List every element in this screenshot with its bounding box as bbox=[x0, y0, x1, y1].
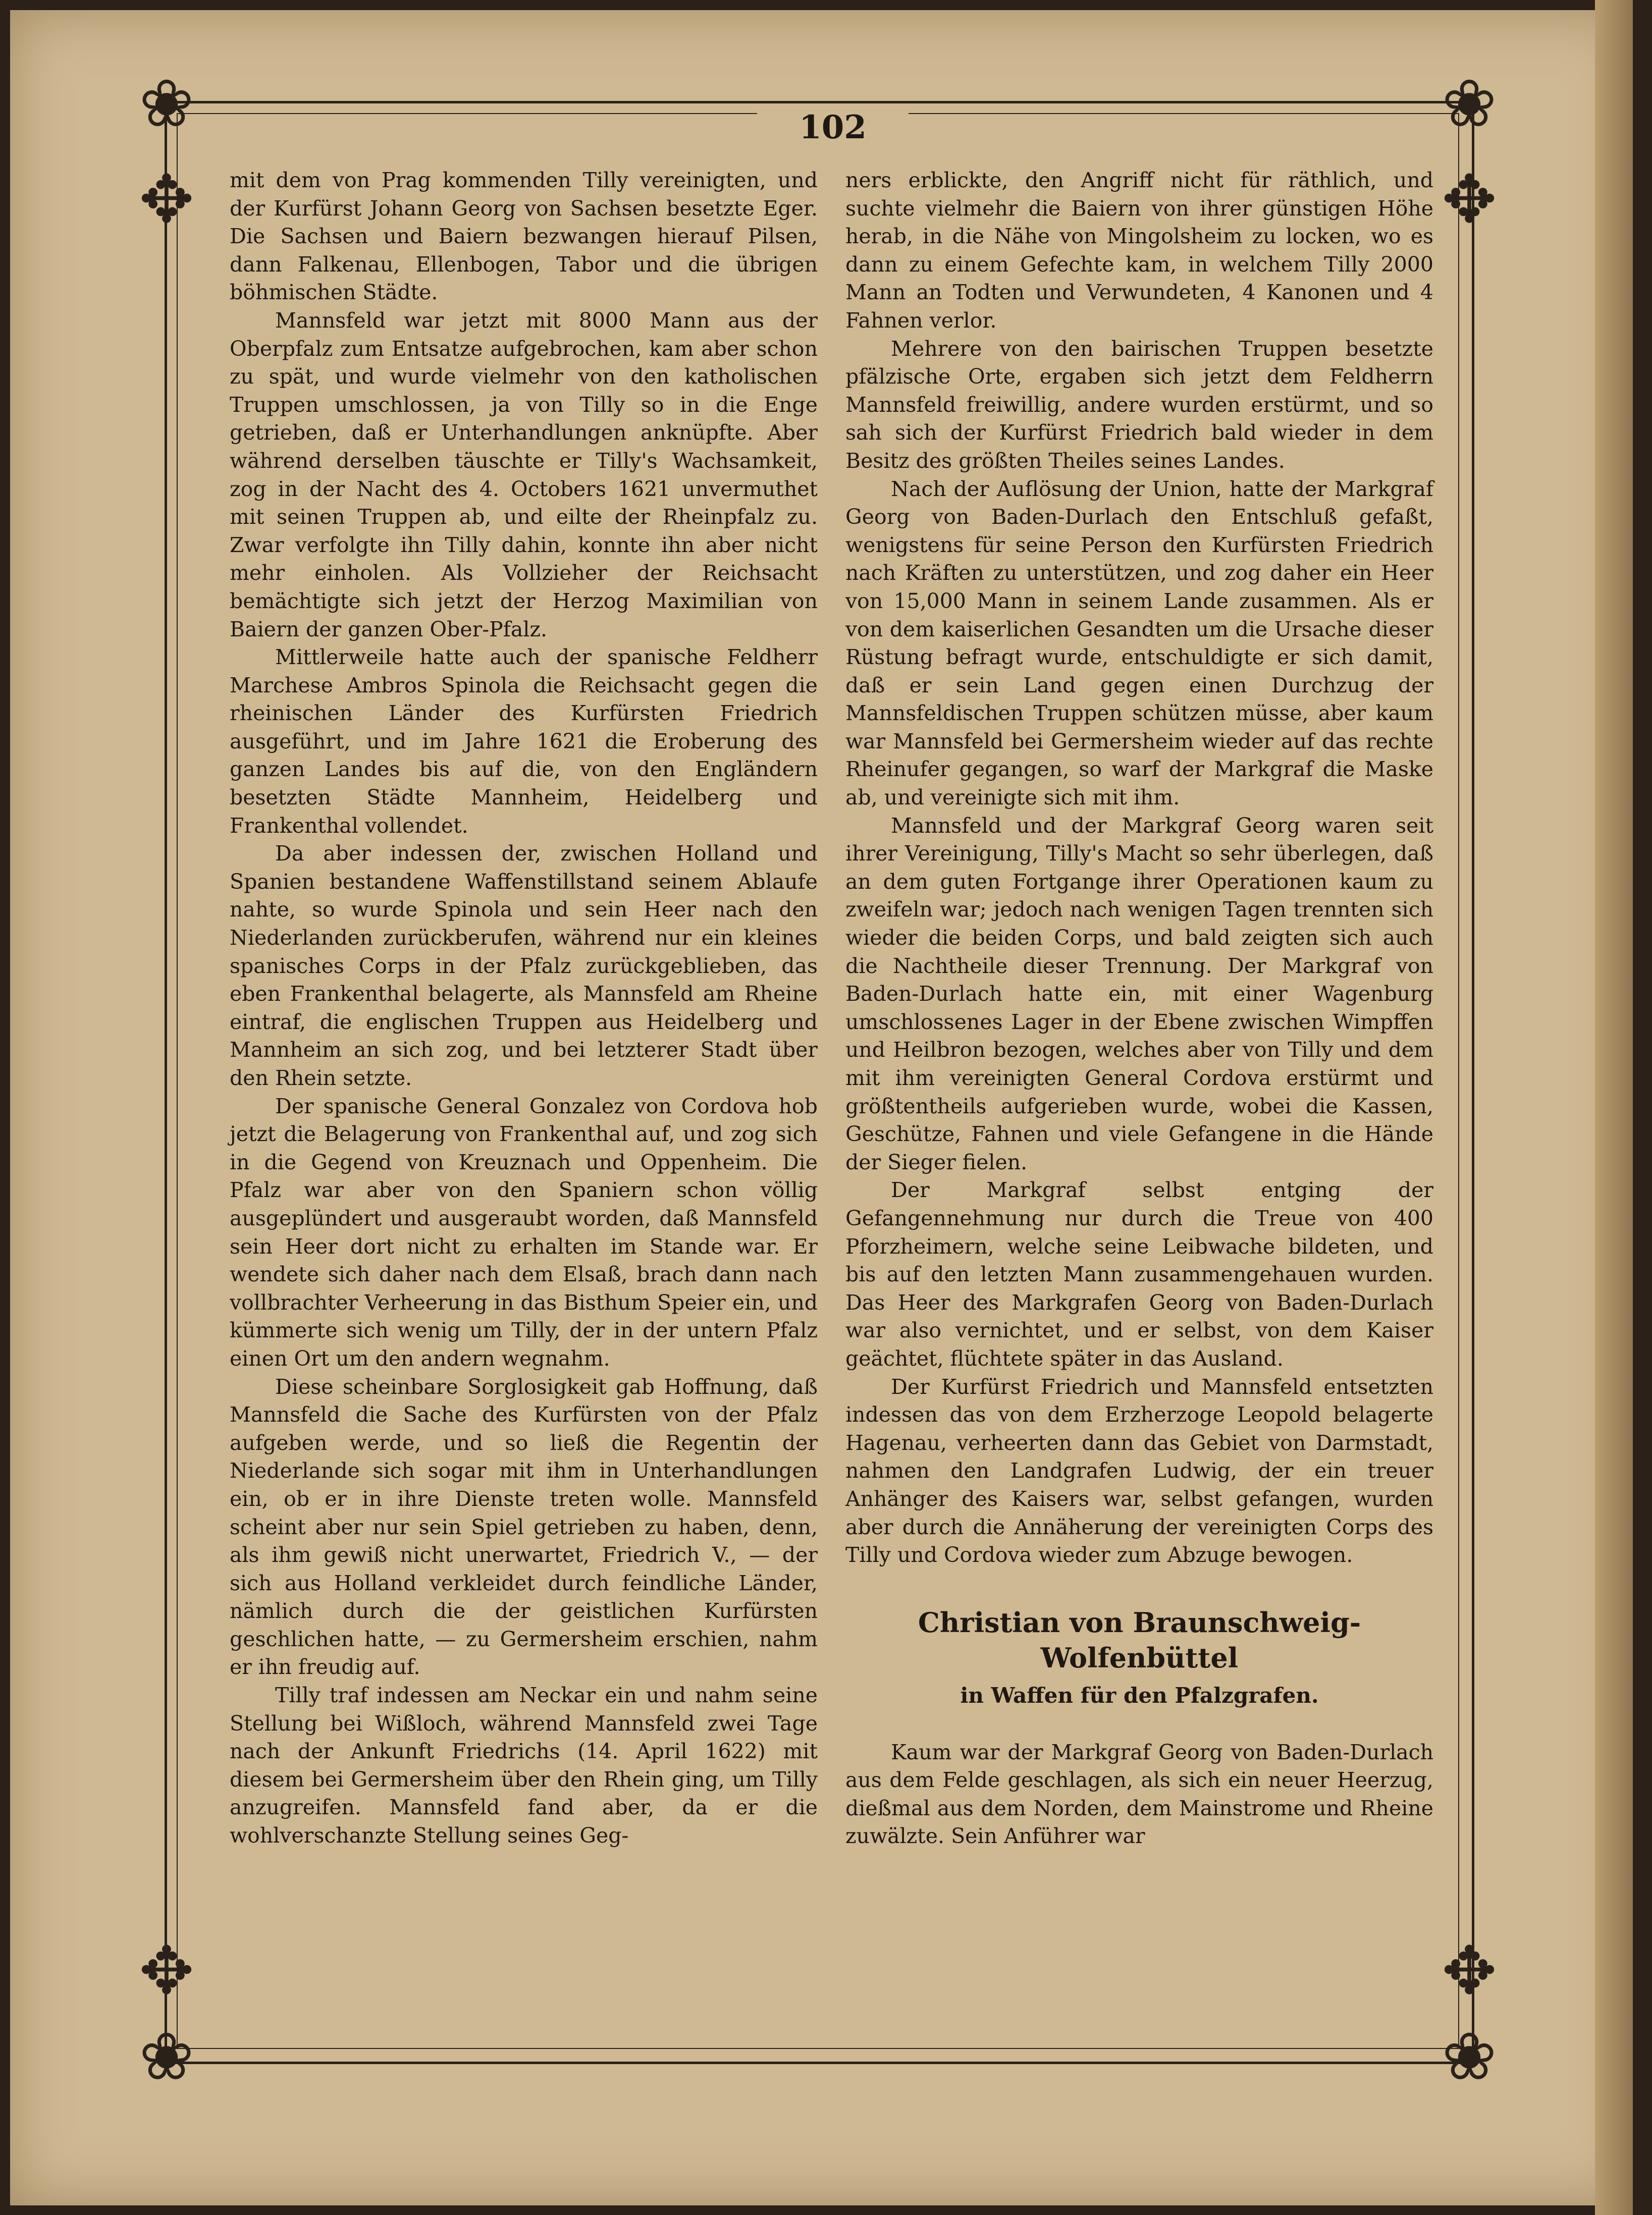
left-paragraph-7: Tilly traf indessen am Neckar ein und nahm seine Stellung bei Wißloch, während Mannsfeld zwei Tage nach der Ankunft Friedrichs (14. April 1622) mit diesem bei Germersheim über den Rhein ging, um Tilly anzugreifen. Mannsfeld fand aber, da er die wohlverschanzte Stellung seines Geg- bbox=[230, 1683, 818, 1848]
right-paragraph-3: Nach der Auflösung der Union, hatte der Markgraf Georg von Baden-Durlach den Entschluß gefaßt, wenigstens für seine Person den Kurfürsten Friedrich nach Kräften zu unterstützen, und zog daher ein Heer von 15,000 Mann in seinem Lande zusammen. Als er von dem kaiserlichen Gesandten um die Ursache dieser Rüstung befragt wurde, entschuldigte er sich damit, daß er sein Land gegen einen Durchzug der Mannsfeldischen Truppen schützen müsse, aber kaum war Mannsfeld bei Germersheim wieder auf das rechte Rheinufer gegangen, so warf der Markgraf die Maske ab, und vereinigte sich mit ihm. bbox=[845, 476, 1433, 810]
corner-ornament-top-left-icon: ❀ bbox=[139, 65, 194, 142]
side-ornament-bottom-left-icon: ✥ bbox=[139, 1932, 194, 2009]
book-spine bbox=[1595, 0, 1633, 2215]
right-paragraph-6: Der Kurfürst Friedrich und Mannsfeld entsetzten indessen das von dem Erzherzoge Leopold belagerte Hagenau, verheerten dann das Gebiet von Darmstadt, nahmen den Landgrafen Ludwig, der ein treuer Anhänger des Kaisers war, selbst gefangen, wurden aber durch die Annäherung der vereinigten Corps des Tilly und Cordova wieder zum Abzuge bewogen. bbox=[845, 1374, 1433, 1568]
side-ornament-bottom-right-icon: ✥ bbox=[1442, 1932, 1497, 2009]
left-paragraph-5: Der spanische General Gonzalez von Cordova hob jetzt die Belagerung von Frankenthal auf, und zog sich in die Gegend von Kreuznach und Oppenheim. Die Pfalz war aber von den Spaniern schon völlig ausgeplündert und ausgeraubt worden, daß Mannsfeld sein Heer dort nicht zu erhalten im Stande war. Er wendete sich daher nach dem Elsaß, brach dann nach vollbrachter Verheerung in das Bisthum Speier ein, und kümmerte sich wenig um Tilly, der in der untern Pfalz einen Ort um den andern wegnahm. bbox=[230, 1094, 818, 1371]
corner-ornament-top-right-icon: ❀ bbox=[1442, 65, 1497, 142]
left-paragraph-6: Diese scheinbare Sorglosigkeit gab Hoffnung, daß Mannsfeld die Sache des Kurfürsten von der Pfalz aufgeben werde, und so ließ die Regentin der Niederlande sich sogar mit ihm in Unterhandlungen ein, ob er in ihre Dienste treten wolle. Mannsfeld scheint aber nur sein Spiel getrieben zu haben, denn, als ihm gewiß nicht unerwartet, Friedrich V., — der sich aus Holland verkleidet durch feindliche Länder, nämlich durch die der geistlichen Kurfürsten geschlichen hatte, — zu Germersheim erschien, nahm er ihn freudig auf. bbox=[230, 1374, 818, 1680]
side-ornament-top-left-icon: ✥ bbox=[139, 161, 194, 238]
section-heading: Christian von Braunschweig-Wolfenbüttel bbox=[918, 1606, 1361, 1674]
right-paragraph-4: Mannsfeld und der Markgraf Georg waren seit ihrer Vereinigung, Tilly's Macht so sehr überlegen, daß an dem guten Fortgange ihrer Operationen kaum zu zweifeln war; jedoch nach wenigen Tagen trennten sich wieder die beiden Corps, und bald zeigten sich auch die Nachtheile dieser Trennung. Der Markgraf von Baden-Durlach hatte ein, mit einer Wagenburg umschlossenes Lager in der Ebene zwischen Wimpffen und Heilbron bezogen, welches aber von Tilly und dem mit ihm vereinigten General Cordova erstürmt und größtentheils aufgerieben wurde, wobei die Kassen, Geschütze, Fahnen und viele Gefangene in die Hände der Sieger fielen. bbox=[845, 813, 1433, 1174]
corner-ornament-bottom-left-icon: ❀ bbox=[139, 2018, 194, 2095]
right-paragraph-5: Der Markgraf selbst entging der Gefangennehmung nur durch die Treue von 400 Pforzheimern, welche seine Leibwache bildeten, und bis auf den letzten Mann zusammengehauen wurden. Das Heer des Markgrafen Georg von Baden-Durlach war also vernichtet, und er selbst, von dem Kaiser geächtet, flüchtete später in das Ausland. bbox=[845, 1178, 1433, 1371]
right-paragraph-2: Mehrere von den bairischen Truppen besetzte pfälzische Orte, ergaben sich jetzt dem Feldherrn Mannsfeld freiwillig, andere wurden erstürmt, und so sah sich der Kurfürst Friedrich bald wieder in dem Besitz des größten Theiles seines Landes. bbox=[845, 336, 1433, 473]
left-paragraph-2: Mannsfeld war jetzt mit 8000 Mann aus der Oberpfalz zum Entsatze aufgebrochen, kam aber schon zu spät, und wurde vielmehr von den katholischen Truppen umschlossen, ja von Tilly so in die Enge getrieben, daß er Unterhandlungen anknüpfte. Aber während derselben täuschte er Tilly's Wachsamkeit, zog in der Nacht des 4. Octobers 1621 unvermuthet mit seinen Truppen ab, und eilte der Rheinpfalz zu. Zwar verfolgte ihn Tilly dahin, konnte ihn aber nicht mehr einholen. Als Vollzieher der Reichsacht bemächtigte sich jetzt der Herzog Maximilian von Baiern der ganzen Ober-Pfalz. bbox=[230, 308, 818, 641]
right-column bbox=[845, 167, 1433, 1851]
right-paragraph-after-heading: Kaum war der Markgraf Georg von Baden-Durlach aus dem Felde geschlagen, als sich ein neuer Heerzug, dießmal aus dem Norden, dem Mainstrome und Rheine zuwälzte. Sein Anführer war bbox=[845, 1740, 1433, 1849]
left-paragraph-3: Mittlerweile hatte auch der spanische Feldherr Marchese Ambros Spinola die Reichsacht gegen die rheinischen Länder des Kurfürsten Friedrich ausgeführt, und im Jahre 1621 die Eroberung des ganzen Landes bis auf die, von den Engländern besetzten Städte Mannheim, Heidelberg und Frankenthal vollendet. bbox=[230, 645, 818, 838]
right-paragraph-1: ners erblickte, den Angriff nicht für räthlich, und suchte vielmehr die Baiern von ihrer günstigen Höhe herab, in die Nähe von Mingolsheim zu locken, wo es dann zu einem Gefechte kam, in welchem Tilly 2000 Mann an Todten und Verwundeten, 4 Kanonen und 4 Fahnen verlor. bbox=[845, 168, 1433, 333]
left-column bbox=[230, 167, 818, 1850]
side-ornament-top-right-icon: ✥ bbox=[1442, 161, 1497, 238]
page-number: 102 bbox=[757, 109, 909, 146]
left-paragraph-1: mit dem von Prag kommenden Tilly vereinigten, und der Kurfürst Johann Georg von Sachsen besetzte Eger. Die Sachsen und Baiern bezwangen hierauf Pilsen, dann Falkenau, Ellenbogen, Tabor und die übrigen böhmischen Städte. bbox=[230, 168, 818, 305]
corner-ornament-bottom-right-icon: ❀ bbox=[1442, 2018, 1497, 2095]
left-paragraph-4: Da aber indessen der, zwischen Holland und Spanien bestandene Waffenstillstand seinem Ablaufe nahte, so wurde Spinola und sein Heer nach den Niederlanden zurückberufen, während nur ein kleines spanisches Corps in der Pfalz zurückgeblieben, das eben Frankenthal belagerte, als Mannsfeld am Rheine eintraf, die englischen Truppen aus Heidelberg und Mannheim an sich zog, und bei letzterer Stadt über den Rhein setzte. bbox=[230, 841, 818, 1090]
section-subheading: in Waffen für den Pfalzgrafen. bbox=[960, 1683, 1319, 1708]
